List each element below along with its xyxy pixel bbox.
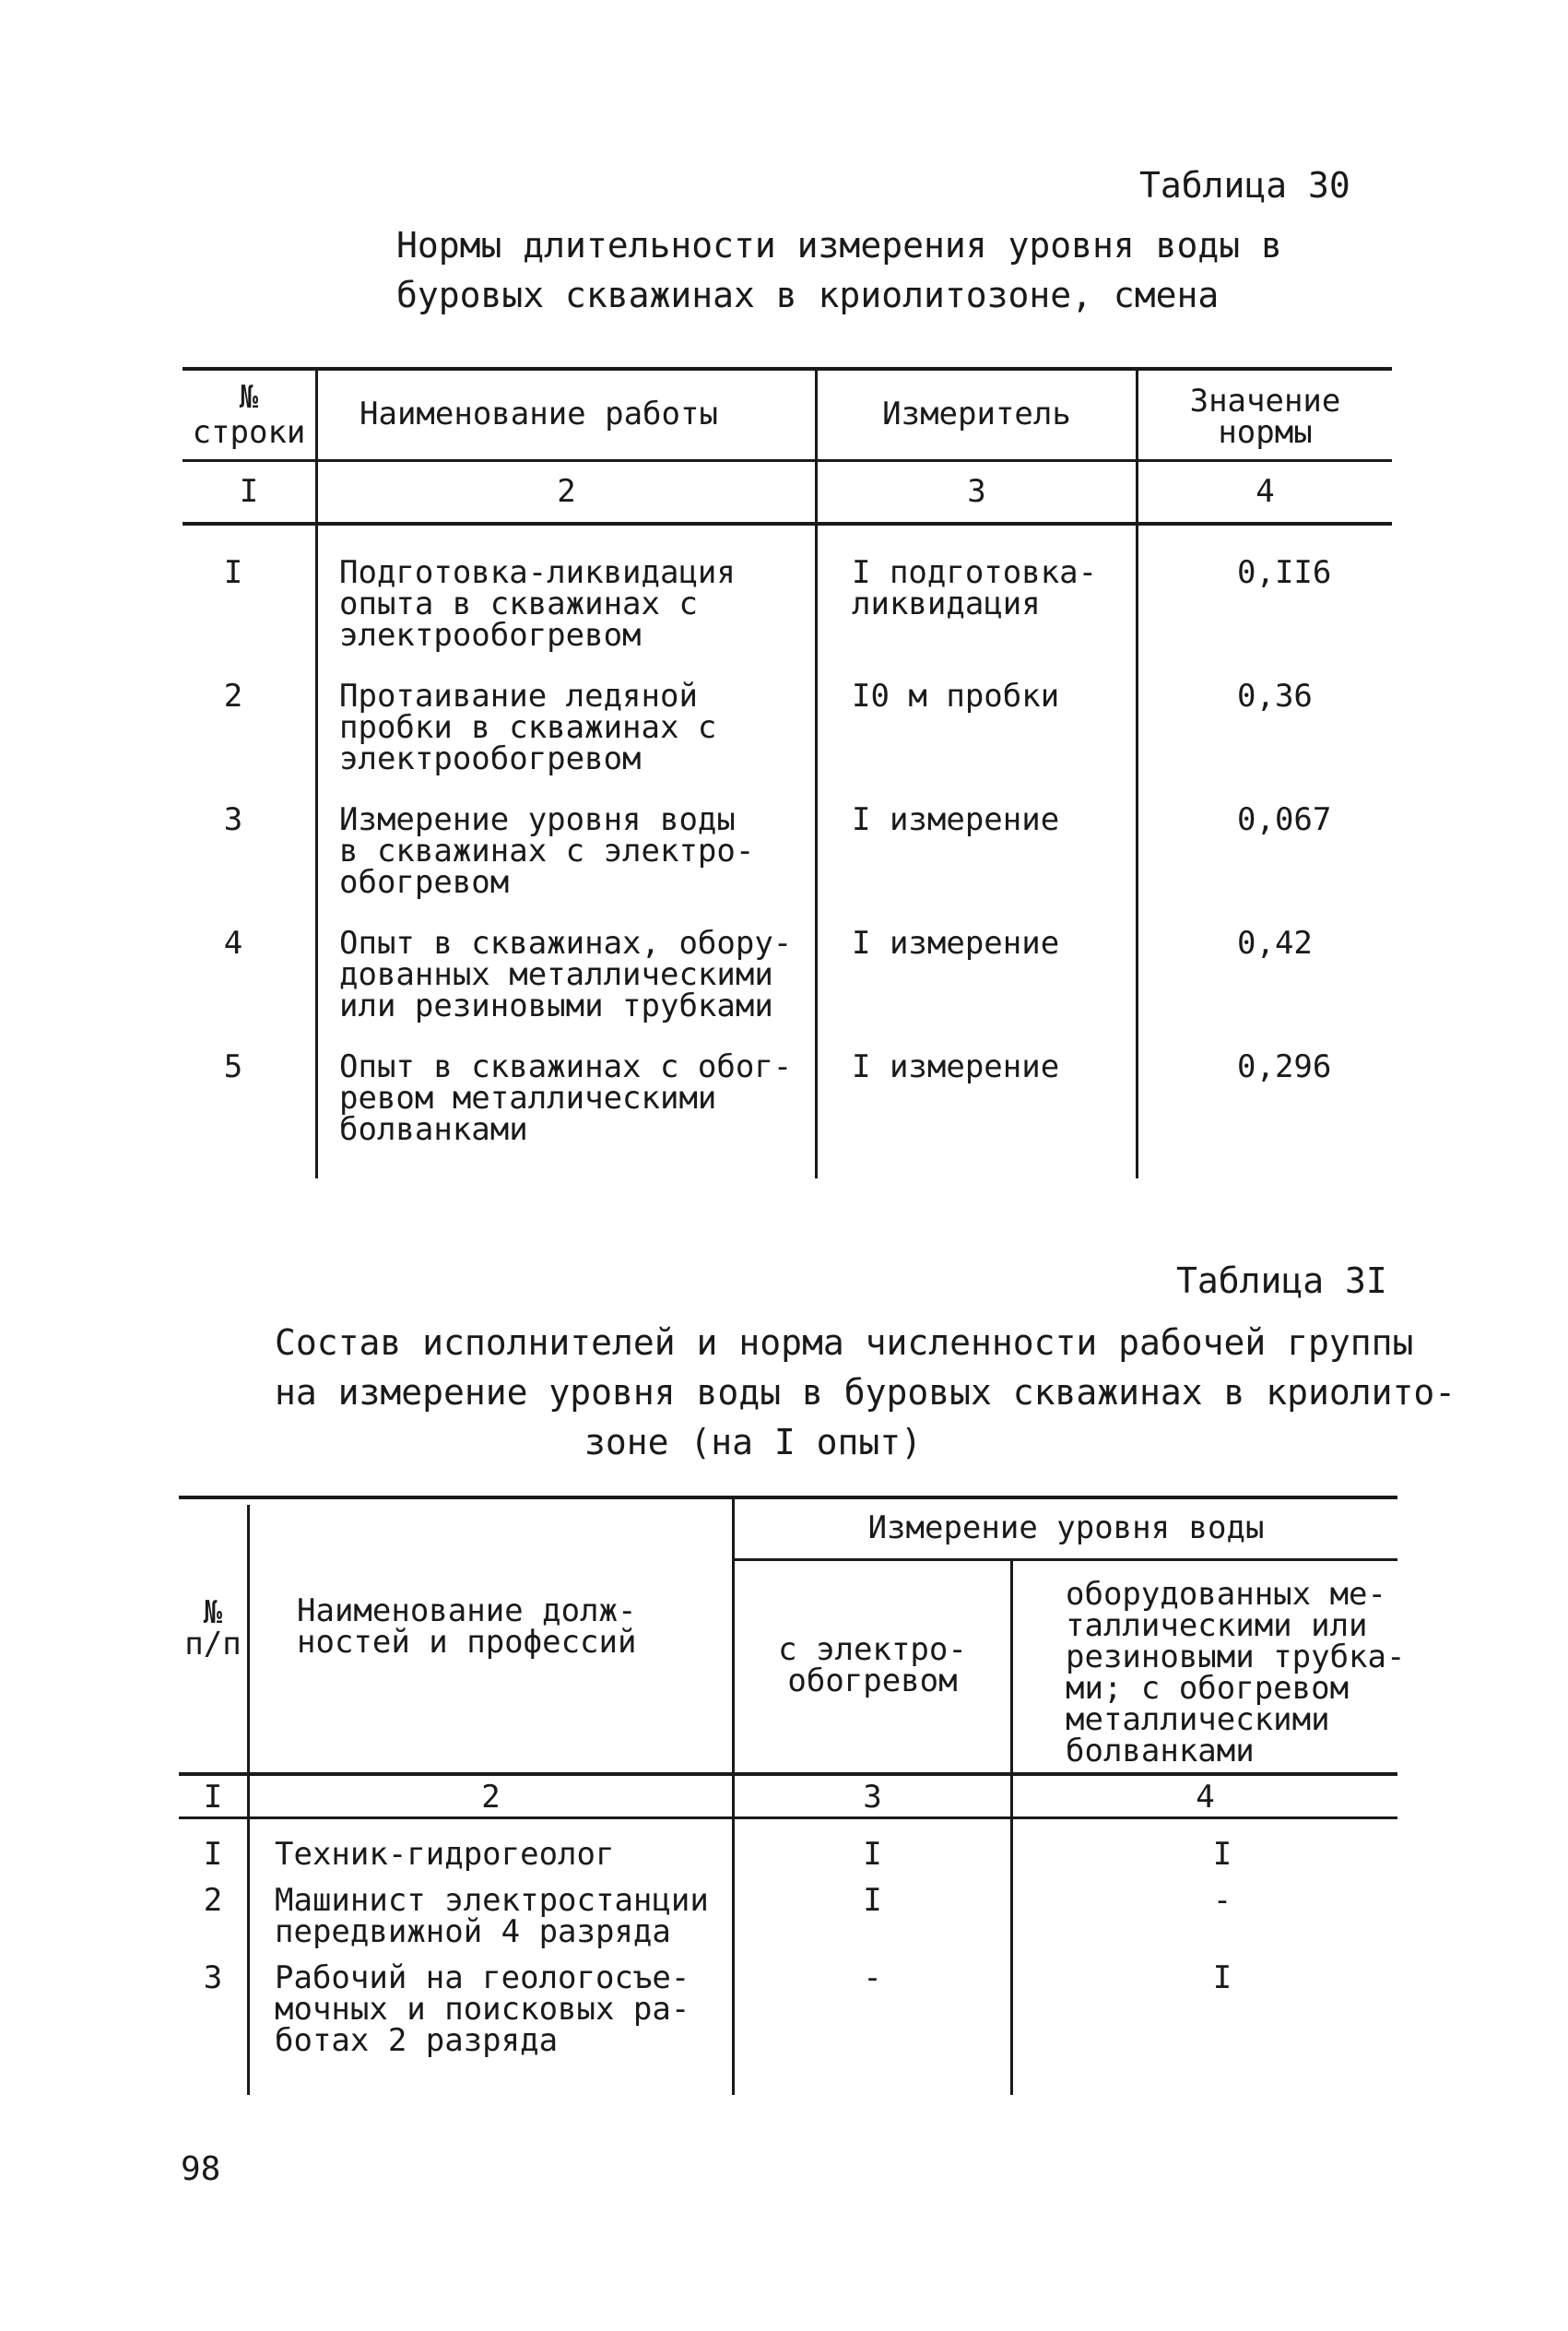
table31-row-position: передвижной 4 разряда (275, 1913, 671, 1950)
table31-row-number: I (203, 1836, 223, 1873)
page-number: 98 (181, 2150, 221, 2188)
table30-row-work: в скважинах с электро- (339, 833, 755, 870)
table31-caption-line1: Состав исполнителей и норма численности рабочей группы (275, 1322, 1414, 1363)
table31-colnum-3: 3 (863, 1779, 882, 1816)
table31-header-rule (179, 1772, 1397, 1776)
table30-row-work: Измерение уровня воды (339, 801, 736, 838)
table31-row-position: ботах 2 разряда (275, 2022, 559, 2059)
table30-row-work: Подготовка-ликвидация (339, 554, 736, 591)
table30-row-value: 0,296 (1237, 1048, 1332, 1085)
table31-header-position-1: Наименование долж- (297, 1592, 637, 1629)
table31-header-pipes: болванками (1066, 1733, 1255, 1769)
table31-top-rule (179, 1496, 1397, 1499)
table30-caption-line2: буровых скважинах в криолитозоне, смена (396, 275, 1220, 315)
table30-colnum-1: I (239, 473, 259, 510)
table30-header-no: строки (192, 414, 306, 451)
table31-header-electro-1: с электро- (778, 1631, 967, 1668)
table31-header-no: п/п (184, 1626, 242, 1662)
table31-row-electro: I (863, 1882, 882, 1919)
table30-row-number: 2 (223, 678, 243, 715)
table30-row-work: электрообогревом (339, 740, 642, 777)
table31-caption-line2: на измерение уровня воды в буровых скважинах в криолито- (275, 1372, 1456, 1413)
table30-header-norm-2: нормы (1218, 414, 1313, 451)
table30-row-number: 3 (223, 801, 243, 838)
table31-header-no-symbol: № (203, 1594, 223, 1631)
table31-header-electro-2: обогревом (787, 1662, 958, 1699)
table30-row-work: обогревом (339, 864, 510, 901)
table30-row-number: I (223, 554, 243, 591)
table30-row-number: 4 (223, 925, 243, 962)
table31-row-pipes: - (1212, 1882, 1232, 1919)
table30-caption-line1: Нормы длительности измерения уровня воды в (396, 225, 1282, 266)
table31-caption-line3: зоне (на I опыт) (584, 1422, 923, 1462)
table31-row-position: Техник-гидрогеолог (275, 1836, 615, 1873)
table30-row-value: 0,II6 (1237, 554, 1332, 591)
table30-row-number: 5 (223, 1048, 243, 1085)
table31-header-group: Измерение уровня воды (867, 1509, 1265, 1546)
table30-row-unit: I0 м пробки (852, 678, 1060, 715)
table31-row-number: 3 (203, 1959, 223, 1996)
table30-row-work: Опыт в скважинах с обог- (339, 1048, 793, 1085)
table30-top-rule (183, 367, 1392, 371)
table30-row-work: или резиновыми трубками (339, 988, 773, 1024)
table31-row-position: Рабочий на геологосъе- (275, 1959, 690, 1996)
table30-colnum-3: 3 (967, 473, 986, 510)
table30-row-work: пробки в скважинах с (339, 709, 717, 746)
table31-header-pipes: ми; с обогревом (1066, 1670, 1350, 1707)
table31-row-electro: I (863, 1836, 882, 1873)
table30-header-work: Наименование работы (360, 396, 718, 432)
table31-colnum-2: 2 (481, 1779, 501, 1816)
table31-header-pipes: таллическими или (1066, 1607, 1368, 1644)
table31-row-electro: - (863, 1959, 882, 1996)
table31-header-position-2: ностей и профессий (297, 1624, 637, 1661)
table30-header-norm-1: Значение (1189, 383, 1341, 420)
table31-row-position: Машинист электростанции (275, 1882, 709, 1919)
table30-number: Таблица 30 (1139, 165, 1350, 206)
table30-row-work: дованных металлическими (339, 956, 773, 993)
table31-number: Таблица 3I (1176, 1260, 1387, 1301)
table30-row-value: 0,36 (1237, 678, 1313, 715)
table30-colnum-2: 2 (557, 473, 576, 510)
table30-row-work: болванками (339, 1111, 528, 1148)
table30-row-unit: I измерение (852, 801, 1060, 838)
table30-colnum-4: 4 (1256, 473, 1275, 510)
table30-row-work: Протаивание ледяной (339, 678, 698, 715)
table30-row-unit: ликвидация (852, 586, 1041, 622)
table31-colnum-rule (179, 1816, 1397, 1819)
table30-header-unit: Измеритель (882, 396, 1071, 432)
table31-header-pipes: металлическими (1066, 1701, 1330, 1738)
table31-group-rule (732, 1558, 1397, 1561)
table31-row-pipes: I (1212, 1836, 1232, 1873)
table31-row-position: мочных и поисковых ра- (275, 1991, 690, 2028)
table31-vline-3 (1010, 1558, 1013, 2095)
table30-row-value: 0,42 (1237, 925, 1313, 962)
table31-header-pipes: оборудованных ме- (1066, 1576, 1386, 1613)
table31-colnum-1: I (203, 1779, 223, 1816)
table31-header-pipes: резиновыми трубка- (1066, 1639, 1406, 1675)
table30-row-work: ревом металлическими (339, 1080, 717, 1117)
table30-header-no-symbol: № (239, 379, 259, 416)
table30-row-work: электрообогревом (339, 617, 642, 654)
table31-colnum-4: 4 (1196, 1779, 1215, 1816)
table30-row-unit: I подготовка- (852, 554, 1098, 591)
table31-row-number: 2 (203, 1882, 223, 1919)
table30-row-work: Опыт в скважинах, обору- (339, 925, 793, 962)
table30-row-unit: I измерение (852, 925, 1060, 962)
table30-row-unit: I измерение (852, 1048, 1060, 1085)
table30-header-rule (183, 459, 1392, 462)
table31-row-pipes: I (1212, 1959, 1232, 1996)
table30-colnum-rule (183, 522, 1392, 526)
table30-row-work: опыта в скважинах с (339, 586, 698, 622)
table30-row-value: 0,067 (1237, 801, 1332, 838)
